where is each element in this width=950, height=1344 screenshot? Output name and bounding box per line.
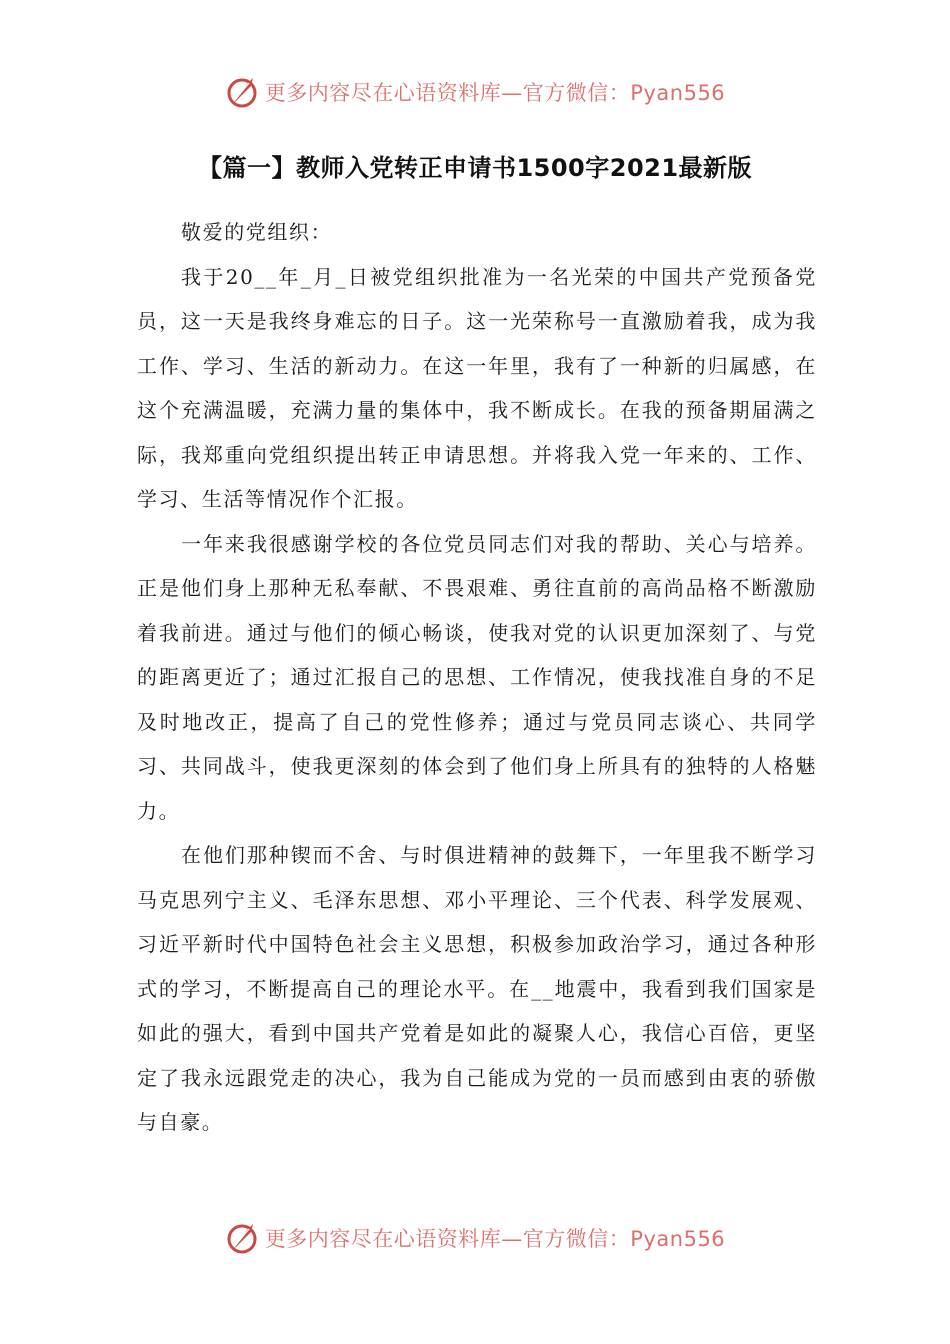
- salutation: 敬爱的党组织：: [181, 220, 333, 244]
- banner-text: 更多内容尽在心语资料库—官方微信：Pyan556: [264, 81, 726, 105]
- footer-banner: [0, 1218, 950, 1258]
- paragraph-1: 我于20__年_月_日被党组织批准为一名光荣的中国共产党预备党员，这一天是我终身难忘的日子。这一光荣称号一直激励着我，成为我工作、学习、生活的新动力。在这一年里，我有了一种新的归属感，在这个充满温暖，充满力量的集体中，我不断成长。在我的预备期届满之际，我郑重向党组织提出转正申请思想。并将我入党一年来的、工作、学习、生活等情况作个汇报。: [137, 264, 817, 511]
- header-banner: [0, 72, 950, 112]
- quill-pen-logo-icon: [225, 74, 261, 110]
- document-body: [137, 210, 817, 1145]
- paragraph-3: 在他们那种锲而不舍、与时俱进精神的鼓舞下，一年里我不断学习马克思列宁主义、毛泽东思想、邓小平理论、三个代表、科学发展观、习近平新时代中国特色社会主义思想，积极参加政治学习，通过各种形式的学习，不断提高自己的理论水平。在__地震中，我看到我们国家是如此的强大，看到中国共产党着是如此的凝聚人心，我信心百倍，更坚定了我永远跟党走的决心，我为自己能成为党的一员而感到由衷的骄傲与自豪。: [137, 843, 817, 1134]
- document-title: 【篇一】教师入党转正申请书1500字2021最新版: [197, 154, 753, 182]
- quill-pen-logo-icon: [225, 1220, 261, 1256]
- paragraph-2: 一年来我很感谢学校的各位党员同志们对我的帮助、关心与培养。正是他们身上那种无私奉献、不畏艰难、勇往直前的高尚品格不断激励着我前进。通过与他们的倾心畅谈，使我对党的认识更加深刻了、与党的距离更近了；通过汇报自己的思想、工作情况，使我找准自身的不足及时地改正，提高了自己的党性修养；通过与党员同志谈心、共同学习、共同战斗，使我更深刻的体会到了他们身上所具有的独特的人格魅力。: [137, 531, 817, 823]
- banner-text: 更多内容尽在心语资料库—官方微信：Pyan556: [264, 1227, 726, 1251]
